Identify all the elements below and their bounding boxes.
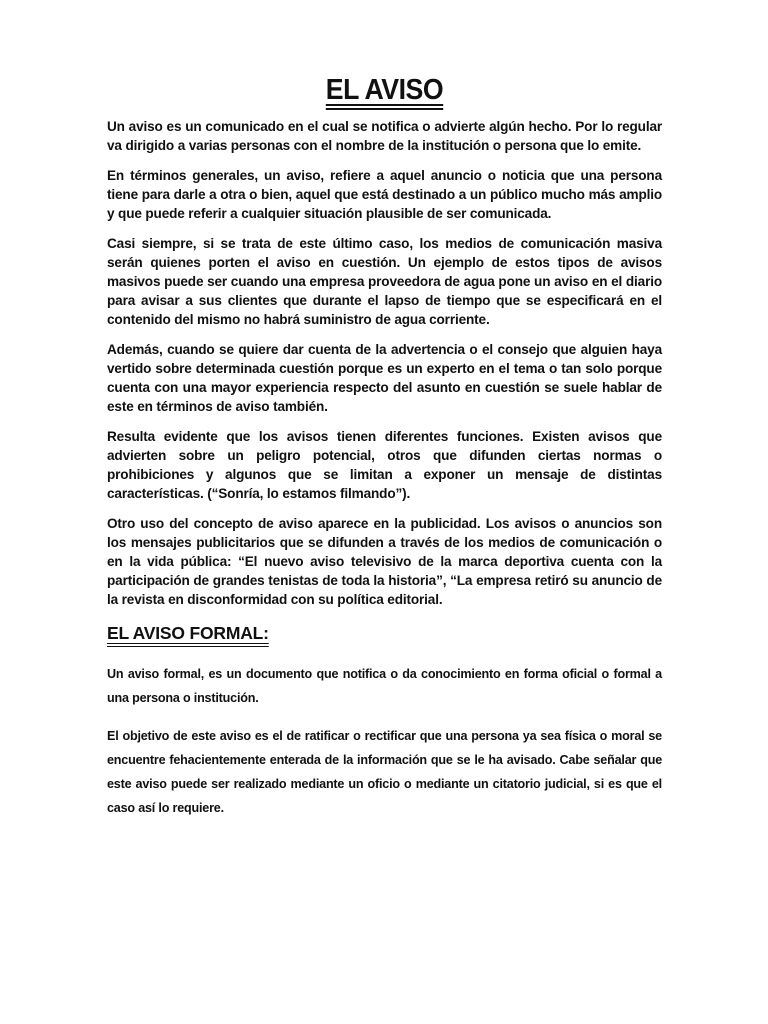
paragraph-3: Casi siempre, si se trata de este último caso, los medios de comunicación masiva serán quienes porten el aviso en cuestión. Un ejemplo de estos tipos de avisos masivos puede ser cuando una empresa proveedora de agua pone un aviso en el diario para avisar a sus clientes que durante el lapso de tiempo que se especificará en el contenido del mismo no habrá suministro de agua corriente. (107, 236, 662, 327)
document-title: EL AVISO (325, 74, 444, 106)
section-paragraph-1: Un aviso formal, es un documento que notifica o da conocimiento en forma oficial o formal a una persona o institución. (107, 667, 662, 705)
paragraph-6: Otro uso del concepto de aviso aparece en la publicidad. Los avisos o anuncios son los mensajes publicitarios que se difunden a través de los medios de comunicación o en la vida pública: “El nuevo aviso televisivo de la marca deportiva cuenta con la participación de grandes tenistas de toda la historia”, “La empresa retiró su anuncio de la revista en disconformidad con su política editorial. (107, 516, 662, 607)
paragraph-2: En términos generales, un aviso, refiere a aquel anuncio o noticia que una persona tiene para darle a otra o bien, aquel que está destinado a un público mucho más amplio y que puede referir a cualquier situación plausible de ser comunicada. (107, 168, 662, 221)
section-paragraph-2: El objetivo de este aviso es el de ratificar o rectificar que una persona ya sea física o moral se encuentre fehacientemente enterada de la información que se le ha avisado. Cabe señalar que este aviso puede ser realizado mediante un oficio o mediante un citatorio judicial, si es que el caso así lo requiere. (107, 729, 662, 815)
section-heading: EL AVISO FORMAL: (107, 623, 269, 643)
paragraph-5: Resulta evidente que los avisos tienen diferentes funciones. Existen avisos que advierten sobre un peligro potencial, otros que difunden ciertas normas o prohibiciones y algunos que se limitan a exponer un mensaje de distintas características. (“Sonría, lo estamos filmando”). (107, 429, 662, 501)
paragraph-1: Un aviso es un comunicado en el cual se notifica o advierte algún hecho. Por lo regular va dirigido a varias personas con el nombre de la institución o persona que lo emite. (107, 119, 662, 153)
paragraph-4: Además, cuando se quiere dar cuenta de la advertencia o el consejo que alguien haya vertido sobre determinada cuestión porque es un experto en el tema o tan solo porque cuenta con una mayor experiencia respecto del asunto en cuestión se suele hablar de este en términos de aviso también. (107, 342, 662, 414)
